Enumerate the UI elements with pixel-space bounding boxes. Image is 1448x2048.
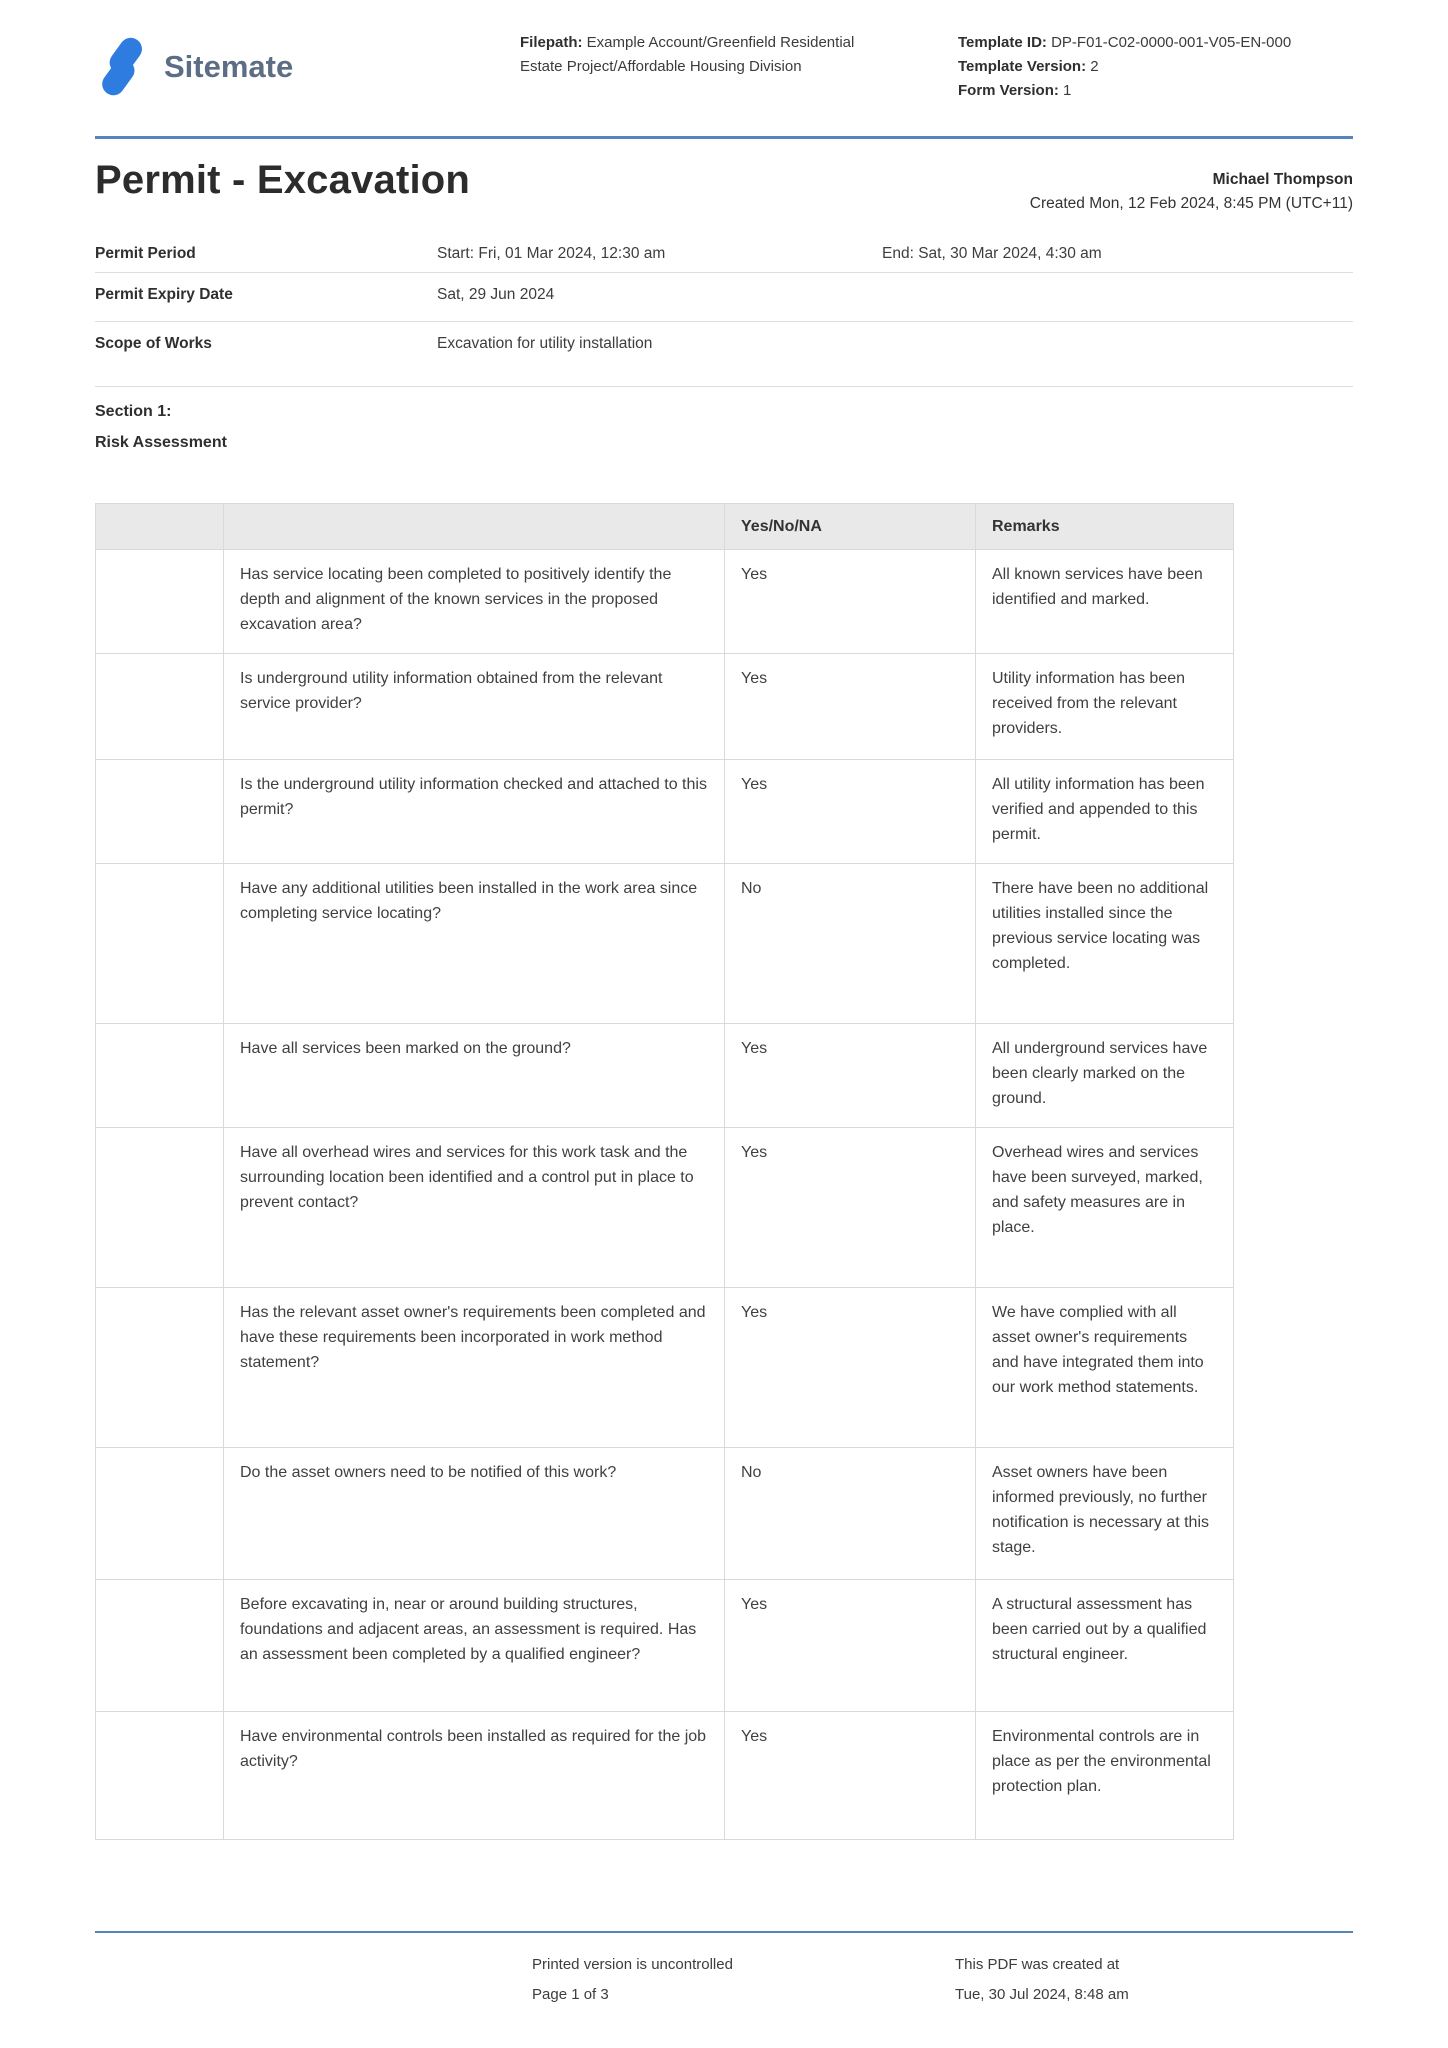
info-row-permit-period xyxy=(95,232,1353,273)
table-row xyxy=(96,1127,1233,1287)
form-version-value: 1 xyxy=(1063,82,1072,99)
row-index-cell xyxy=(96,1448,224,1579)
answer-cell: Yes xyxy=(725,1288,976,1447)
page-title: Permit - Excavation xyxy=(95,158,471,202)
question-cell: Have environmental controls been installed as required for the job activity? xyxy=(224,1712,725,1839)
template-version-line xyxy=(958,55,1358,79)
risk-table-rows xyxy=(96,549,1233,1839)
permit-expiry-spacer xyxy=(882,286,1353,321)
section-number: Section 1: xyxy=(95,403,172,420)
table-row xyxy=(96,759,1233,863)
answer-cell: Yes xyxy=(725,1128,976,1287)
footer-created-note: This PDF was created at xyxy=(955,1956,1120,1973)
filepath-label: Filepath: xyxy=(520,34,583,51)
template-id-label: Template ID: xyxy=(958,34,1047,51)
permit-period-label: Permit Period xyxy=(95,245,196,262)
remark-cell: A structural assessment has been carried out by a qualified structural engineer. xyxy=(992,1596,1207,1663)
permit-period-start: Start: Fri, 01 Mar 2024, 12:30 am xyxy=(437,245,666,262)
remark-cell: Asset owners have been informed previously, no further notification is necessary at this stage. xyxy=(992,1464,1209,1556)
row-index-cell xyxy=(96,1128,224,1287)
table-row xyxy=(96,1447,1233,1579)
form-version-label: Form Version: xyxy=(958,82,1059,99)
footer-divider xyxy=(95,1931,1353,1933)
header-cell-yes-no-na: Yes/No/NA xyxy=(725,504,976,549)
question-cell: Has service locating been completed to positively identify the depth and alignment of the known services in the proposed excavation area? xyxy=(224,550,725,653)
table-row xyxy=(96,653,1233,759)
risk-assessment-table xyxy=(95,503,1234,1840)
question-cell: Have all overhead wires and services for this work task and the surrounding location been identified and a control put in place to prevent contact? xyxy=(224,1128,725,1287)
row-index-cell xyxy=(96,864,224,1023)
question-cell: Is the underground utility information checked and attached to this permit? xyxy=(224,760,725,863)
answer-cell: No xyxy=(725,1448,976,1579)
byline xyxy=(1030,158,1353,216)
header-divider xyxy=(95,136,1353,139)
answer-cell: Yes xyxy=(725,1712,976,1839)
row-index-cell xyxy=(96,760,224,863)
question-cell: Has the relevant asset owner's requirements been completed and have these requirements been incorporated in work method statement? xyxy=(224,1288,725,1447)
footer-created-date: Tue, 30 Jul 2024, 8:48 am xyxy=(955,1986,1129,2003)
question-cell: Have any additional utilities been installed in the work area since completing service locating? xyxy=(224,864,725,1023)
remark-cell: There have been no additional utilities installed since the previous service locating was completed. xyxy=(992,880,1209,972)
remark-cell: Environmental controls are in place as per the environmental protection plan. xyxy=(992,1728,1211,1795)
question-cell: Before excavating in, near or around building structures, foundations and adjacent areas, an assessment is required. Has an assessment been completed by a qualified engineer? xyxy=(224,1580,725,1711)
remark-cell: All utility information has been verified and appended to this permit. xyxy=(992,776,1205,843)
table-row xyxy=(96,1287,1233,1447)
permit-period-end: End: Sat, 30 Mar 2024, 4:30 am xyxy=(882,245,1102,262)
author-name: Michael Thompson xyxy=(1212,171,1353,188)
answer-cell: Yes xyxy=(725,654,976,759)
answer-cell: Yes xyxy=(725,1580,976,1711)
header-cell-remarks: Remarks xyxy=(992,518,1060,535)
template-id-line xyxy=(958,31,1358,55)
table-row xyxy=(96,863,1233,1023)
scope-of-works-spacer xyxy=(882,335,1353,386)
section-title: Risk Assessment xyxy=(95,434,227,451)
question-cell: Have all services been marked on the ground? xyxy=(224,1024,725,1127)
remark-cell: Utility information has been received from the relevant providers. xyxy=(992,670,1185,737)
title-row xyxy=(95,158,1353,216)
row-index-cell xyxy=(96,550,224,653)
footer-uncontrolled-note: Printed version is uncontrolled xyxy=(532,1956,733,1973)
info-row-permit-expiry xyxy=(95,273,1353,322)
footer-left xyxy=(532,1950,733,2010)
filepath-block xyxy=(520,31,892,79)
table-row xyxy=(96,1023,1233,1127)
form-version-line xyxy=(958,79,1358,103)
table-row xyxy=(96,549,1233,653)
permit-expiry-value: Sat, 29 Jun 2024 xyxy=(437,286,555,303)
answer-cell: Yes xyxy=(725,760,976,863)
remark-cell: We have complied with all asset owner's requirements and have integrated them into our work method statements. xyxy=(992,1304,1204,1396)
answer-cell: Yes xyxy=(725,1024,976,1127)
logo-wordmark: Sitemate xyxy=(164,49,294,84)
row-index-cell xyxy=(96,1712,224,1839)
row-index-cell xyxy=(96,1024,224,1127)
table-row xyxy=(96,1579,1233,1711)
remark-cell: Overhead wires and services have been surveyed, marked, and safety measures are in place. xyxy=(992,1144,1203,1236)
template-version-value: 2 xyxy=(1090,58,1099,75)
permit-expiry-label: Permit Expiry Date xyxy=(95,286,233,303)
question-cell: Is underground utility information obtained from the relevant service provider? xyxy=(224,654,725,759)
scope-of-works-value: Excavation for utility installation xyxy=(437,335,653,352)
row-index-cell xyxy=(96,654,224,759)
answer-cell: Yes xyxy=(725,550,976,653)
template-id-value: DP-F01-C02-0000-001-V05-EN-000 xyxy=(1051,34,1292,51)
header-cell-empty-2 xyxy=(224,504,725,549)
template-version-label: Template Version: xyxy=(958,58,1087,75)
sitemate-logo-icon xyxy=(95,36,151,98)
footer-page-number: Page 1 of 3 xyxy=(532,1986,609,2003)
remark-cell: All underground services have been clearly marked on the ground. xyxy=(992,1040,1208,1107)
row-index-cell xyxy=(96,1580,224,1711)
table-header-row xyxy=(96,504,1233,549)
answer-cell: No xyxy=(725,864,976,1023)
header-cell-empty-1 xyxy=(96,504,224,549)
created-timestamp: Created Mon, 12 Feb 2024, 8:45 PM (UTC+11) xyxy=(1029,195,1353,212)
table-row xyxy=(96,1711,1233,1839)
filepath-value: Example Account/Greenfield Residential Estate Project/Affordable Housing Division xyxy=(520,34,855,75)
info-row-scope-of-works xyxy=(95,322,1353,387)
row-index-cell xyxy=(96,1288,224,1447)
template-meta-block xyxy=(958,31,1358,103)
scope-of-works-label: Scope of Works xyxy=(95,335,212,352)
remark-cell: All known services have been identified and marked. xyxy=(992,566,1203,608)
section-heading xyxy=(95,396,227,458)
permit-info xyxy=(95,232,1353,387)
sitemate-logo xyxy=(95,36,293,98)
footer-right xyxy=(955,1950,1129,2010)
question-cell: Do the asset owners need to be notified of this work? xyxy=(224,1448,725,1579)
